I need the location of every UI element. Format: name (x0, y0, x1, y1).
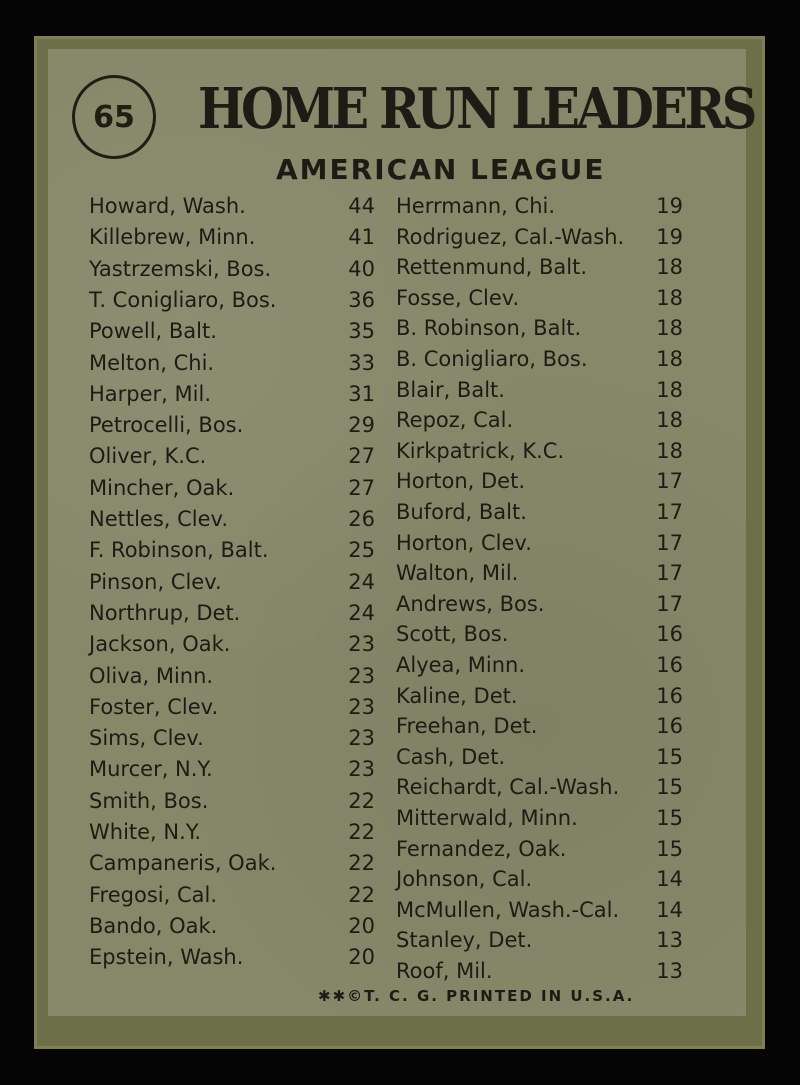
home-run-count: 23 (348, 632, 375, 657)
home-run-count: 18 (656, 285, 683, 310)
home-run-count: 24 (348, 569, 375, 594)
home-run-count: 27 (348, 475, 375, 500)
player-name: Murcer, N.Y. (89, 757, 213, 782)
player-name: McMullen, Wash.-Cal. (396, 897, 620, 922)
player-name: Harper, Mil. (89, 381, 211, 406)
leader-row (396, 742, 683, 772)
home-run-count: 23 (348, 726, 375, 751)
player-name: Herrmann, Chi. (396, 194, 556, 218)
player-name: Oliva, Minn. (89, 663, 214, 688)
leader-row (396, 313, 683, 343)
player-name: Epstein, Wash. (89, 945, 244, 970)
player-name: T. Conigliaro, Bos. (89, 287, 277, 312)
leader-row (89, 191, 375, 221)
home-run-count: 14 (656, 897, 683, 922)
home-run-count: 23 (348, 757, 375, 782)
home-run-count: 17 (656, 530, 683, 555)
player-name: Scott, Bos. (396, 622, 509, 647)
leader-row (89, 348, 375, 378)
player-name: B. Robinson, Balt. (396, 316, 582, 341)
leader-row (396, 222, 683, 252)
leader-row (396, 803, 683, 833)
home-run-count: 20 (348, 945, 375, 970)
leader-row (89, 379, 375, 409)
leader-row (89, 504, 375, 534)
player-name: White, N.Y. (89, 820, 202, 844)
home-run-count: 23 (348, 663, 375, 688)
player-name: Bando, Oak. (89, 913, 218, 938)
player-name: F. Robinson, Balt. (89, 538, 269, 563)
home-run-count: 18 (656, 316, 683, 341)
player-name: Northrup, Det. (89, 600, 241, 625)
home-run-count: 33 (348, 350, 375, 375)
leader-row (89, 880, 375, 910)
leader-row (89, 911, 375, 941)
leader-row (89, 942, 375, 972)
home-run-count: 26 (348, 507, 375, 531)
player-name: Kaline, Det. (396, 683, 518, 708)
leader-row (396, 528, 683, 558)
home-run-count: 18 (656, 255, 683, 280)
leader-row (89, 473, 375, 503)
player-name: B. Conigliaro, Bos. (396, 347, 588, 371)
leader-row (396, 650, 683, 680)
player-name: Nettles, Clev. (89, 507, 229, 531)
player-name: Sims, Clev. (89, 726, 204, 751)
leader-row (89, 754, 375, 784)
leader-row (396, 895, 683, 925)
leader-row (396, 681, 683, 711)
home-run-count: 17 (656, 561, 683, 586)
home-run-count: 22 (348, 788, 375, 813)
player-name: Buford, Balt. (396, 500, 527, 524)
player-name: Melton, Chi. (89, 350, 215, 375)
player-name: Jackson, Oak. (89, 632, 231, 657)
player-name: Killebrew, Minn. (89, 225, 256, 250)
home-run-count: 19 (656, 194, 683, 218)
player-name: Stanley, Det. (396, 928, 533, 953)
leader-row (396, 191, 683, 221)
home-run-count: 15 (656, 836, 683, 861)
player-name: Oliver, K.C. (89, 444, 207, 469)
leader-row (89, 567, 375, 597)
home-run-count: 41 (348, 225, 375, 250)
home-run-count: 13 (656, 928, 683, 953)
leader-row (396, 925, 683, 955)
home-run-count: 36 (348, 287, 375, 312)
copyright-footer: ✱✱©T. C. G. PRINTED IN U.S.A. (318, 987, 635, 1005)
leader-row (396, 956, 683, 986)
leader-row (396, 344, 683, 374)
player-name: Johnson, Cal. (396, 867, 533, 892)
leader-row (396, 711, 683, 741)
player-name: Mincher, Oak. (89, 475, 235, 500)
leader-row (89, 629, 375, 659)
player-name: Fregosi, Cal. (89, 882, 217, 907)
home-run-count: 18 (656, 438, 683, 463)
player-name: Andrews, Bos. (396, 591, 545, 616)
leader-row (89, 441, 375, 471)
leader-row (89, 410, 375, 440)
card-number-badge (72, 75, 156, 159)
player-name: Fosse, Clev. (396, 285, 520, 310)
player-name: Roof, Mil. (396, 959, 493, 983)
player-name: Mitterwald, Minn. (396, 806, 578, 830)
leader-row (396, 405, 683, 435)
leader-row (396, 497, 683, 527)
home-run-count: 18 (656, 377, 683, 402)
leader-row (89, 723, 375, 753)
player-name: Reichardt, Cal.-Wash. (396, 775, 620, 800)
player-name: Howard, Wash. (89, 194, 246, 218)
player-name: Alyea, Minn. (396, 653, 526, 677)
player-name: Freehan, Det. (396, 714, 538, 739)
player-name: Petrocelli, Bos. (89, 413, 244, 438)
leader-row (89, 661, 375, 691)
leader-row (396, 619, 683, 649)
player-name: Foster, Clev. (89, 694, 219, 719)
home-run-count: 20 (348, 913, 375, 938)
leader-row (89, 817, 375, 847)
leader-row (89, 692, 375, 722)
card-subtitle: AMERICAN LEAGUE (276, 153, 606, 186)
home-run-count: 29 (348, 413, 375, 438)
home-run-count: 17 (656, 469, 683, 494)
player-name: Powell, Balt. (89, 319, 217, 344)
home-run-count: 25 (348, 538, 375, 563)
card-title: HOME RUN LEADERS (198, 76, 754, 142)
leader-row (396, 864, 683, 894)
home-run-count: 31 (348, 381, 375, 406)
baseball-card (34, 36, 765, 1049)
home-run-count: 44 (348, 194, 375, 218)
home-run-count: 15 (656, 744, 683, 769)
player-name: Horton, Det. (396, 469, 526, 494)
player-name: Pinson, Clev. (89, 569, 222, 594)
leader-row (89, 786, 375, 816)
home-run-count: 18 (656, 347, 683, 371)
leader-row (396, 772, 683, 802)
home-run-count: 17 (656, 500, 683, 524)
home-run-count: 16 (656, 653, 683, 677)
leader-row (396, 436, 683, 466)
home-run-count: 22 (348, 820, 375, 844)
card-back-panel (48, 49, 754, 1016)
home-run-count: 17 (656, 591, 683, 616)
leader-row (89, 598, 375, 628)
leader-row (89, 285, 375, 315)
player-name: Kirkpatrick, K.C. (396, 438, 565, 463)
home-run-count: 13 (656, 959, 683, 983)
player-name: Rettenmund, Balt. (396, 255, 588, 280)
player-name: Blair, Balt. (396, 377, 505, 402)
leader-row (396, 466, 683, 496)
home-run-count: 15 (656, 806, 683, 830)
player-name: Cash, Det. (396, 744, 506, 769)
player-name: Rodriguez, Cal.-Wash. (396, 224, 625, 249)
leader-row (396, 589, 683, 619)
leader-row (396, 558, 683, 588)
player-name: Horton, Clev. (396, 530, 532, 555)
home-run-count: 18 (656, 408, 683, 433)
player-name: Fernandez, Oak. (396, 836, 567, 861)
leader-row (396, 252, 683, 282)
player-name: Smith, Bos. (89, 788, 209, 813)
leader-row (396, 375, 683, 405)
leader-row (396, 834, 683, 864)
leader-row (89, 535, 375, 565)
home-run-count: 22 (348, 882, 375, 907)
player-name: Walton, Mil. (396, 561, 519, 586)
player-name: Campaneris, Oak. (89, 851, 277, 876)
leader-row (396, 283, 683, 313)
card-number: 65 (93, 99, 135, 135)
home-run-count: 40 (348, 256, 375, 281)
home-run-count: 22 (348, 851, 375, 876)
home-run-count: 16 (656, 622, 683, 647)
leader-row (89, 316, 375, 346)
home-run-count: 16 (656, 714, 683, 739)
player-name: Yastrzemski, Bos. (89, 256, 272, 281)
leader-row (89, 848, 375, 878)
home-run-count: 27 (348, 444, 375, 469)
home-run-count: 35 (348, 319, 375, 344)
player-name: Repoz, Cal. (396, 408, 514, 433)
home-run-count: 23 (348, 694, 375, 719)
home-run-count: 19 (656, 224, 683, 249)
home-run-count: 16 (656, 683, 683, 708)
home-run-count: 14 (656, 867, 683, 892)
home-run-count: 15 (656, 775, 683, 800)
leader-row (89, 254, 375, 284)
home-run-count: 24 (348, 600, 375, 625)
leader-row (89, 222, 375, 252)
